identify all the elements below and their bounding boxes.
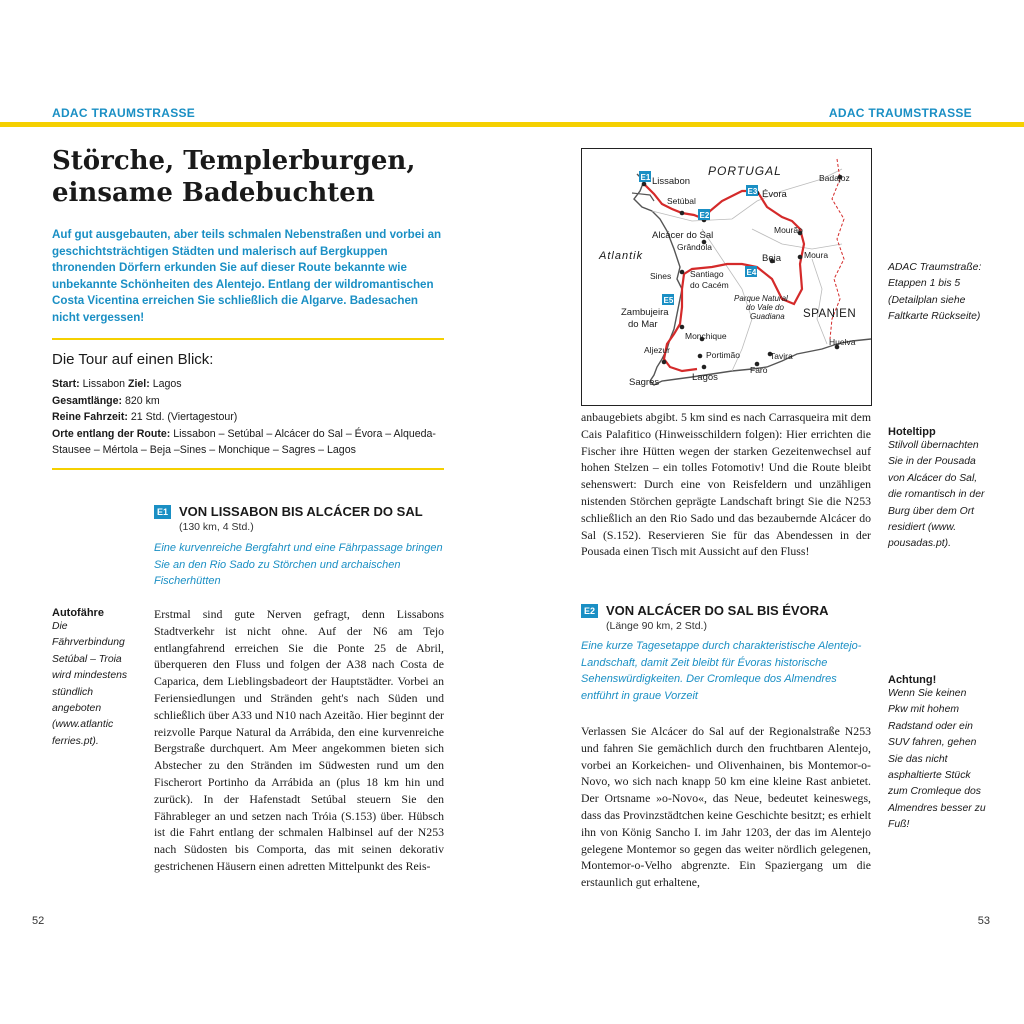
margin-note-hotel-text: Stilvoll übernachten Sie in der Pousada von Alcácer do Sal, die romantisch in der Burg über dem Ort residiert (www. pousadas.pt). — [888, 440, 985, 550]
margin-note-ferry-head: Autofähre — [52, 607, 104, 619]
e2-badge: E2 — [581, 604, 598, 618]
section-e2-title: VON ALCÁCER DO SAL BIS ÉVORA — [606, 603, 829, 618]
margin-note-ferry-text: Die Fährverbindung Setúbal – Troia wird mindestens stündlich angeboten (www.atlantic ferries.pt). — [52, 621, 128, 747]
route-map — [581, 148, 872, 406]
map-label-zambujeira-2: do Mar — [628, 319, 658, 330]
page-number-right: 53 — [977, 915, 990, 927]
margin-note-ferry — [52, 607, 140, 750]
section-e1-lead: Eine kurvenreiche Bergfahrt und eine Fährpassage bringen Sie an den Rio Sado zu Störchen und archaischen Fischerhütten — [154, 542, 443, 587]
page-number-left: 52 — [32, 915, 45, 927]
map-label-sines: Sines — [650, 271, 672, 281]
tour-start-line: Start: Lissabon Ziel: Lagos — [52, 378, 182, 390]
map-label-lissabon: Lissabon — [652, 176, 691, 187]
body-continuation: anbaugebiets abgibt. 5 km sind es nach Carrasqueira mit dem Cais Palafitico (Hinweisschildern folgen): Hier errichten die Fischer ihre Hütten wegen der starken Gezeitenwechsel auf hohen Stelzen – ein tolles Fotomotiv! Und die Route bleibt sehenswert: Durch eine von Reisfeldern und unzähligen nistenden Störchen geprägte Landschaft bringt Sie die N253 schließlich an den Rio Sado und das bezaubernde Alcácer do Sal (S.152). Reservieren Sie für das Abendessen in der Pousada einen Tisch mit Aussicht auf den Fluss! — [581, 410, 871, 559]
map-label-mourao: Mourão — [774, 225, 803, 235]
tour-time-line: Reine Fahrzeit: 21 Std. (Viertagestour) — [52, 411, 238, 423]
section-e2-body: Verlassen Sie Alcácer do Sal auf der Regionalstraße N253 und fahren Sie gemächlich durch den fruchtbaren Alentejo, vorbei an Korkeichen- und Olivenhainen, bis Montemor-o-Novo, wo sich nach knapp 50 km eine kleine Rast anbietet. Der Ortsname »o-Novo«, das Neue, bedeutet keineswegs, dass das Provinzstädtchen keine Geschichte besitzt; es erhielt ihn von König Sancho I. im Jahr 1203, der das im Alentejo gelegene Montemor so gegen das weiter nördlich gelegenen, Montemor-o-Velho abgrenzte. Ein Spaziergang um die erstaunlich gut erhaltene, — [581, 724, 871, 890]
running-head-right: ADAC TRAUMSTRASSE — [828, 106, 972, 120]
running-head-left: ADAC TRAUMSTRASSE — [52, 106, 196, 120]
section-e2-lead: Eine kurze Tagesetappe durch charakteristische Alentejo-Landschaft, damit Zeit bleibt für Évoras historische Sehenswürdigkeiten. Der Cromleque dos Almendres entführt in graue Vorzeit — [581, 640, 862, 702]
map-label-badajoz: Badajoz — [819, 173, 850, 183]
map-label-portimao: Portimão — [706, 350, 741, 360]
map-caption: ADAC Traumstraße: Etappen 1 bis 5 (Detailplan siehe Faltkarte Rückseite) — [888, 262, 982, 322]
section-e2-heading — [581, 603, 871, 618]
map-label-beja: Beja — [762, 253, 782, 264]
map-label-lagos: Lagos — [692, 372, 718, 383]
map-badge-e1: E1 — [640, 173, 651, 182]
section-e2 — [581, 603, 871, 704]
map-label-alcacer: Alcácer do Sal — [652, 230, 714, 241]
map-label-parque-3: Guadiana — [750, 312, 785, 321]
tour-heading: Die Tour auf einen Blick: — [52, 351, 214, 368]
title-line-1: Störche, Templerburgen, — [52, 146, 416, 176]
divider-top — [52, 338, 444, 340]
map-badge-e5: E5 — [663, 296, 674, 305]
map-label-monchique: Monchique — [685, 331, 727, 341]
intro-text: Auf gut ausgebauten, aber teils schmalen Nebenstraßen und vorbei an geschichtsträchtigen Städten und malerisch auf Bergkuppen thronenden Dörfern erkunden Sie auf dieser Route bekannte wie unbekannte Schönheiten des Alentejo. Entlang der wildromantischen Costa Vicentina erreichen Sie schließlich die Algarve. Badesachen nicht vergessen! — [52, 228, 442, 324]
map-label-zambujeira-1: Zambujeira — [621, 307, 669, 318]
section-e1-sub: (130 km, 4 Std.) — [179, 521, 254, 533]
map-badge-e3: E3 — [747, 187, 758, 196]
margin-note-achtung — [888, 674, 986, 834]
map-label-faro: Faro — [750, 365, 768, 375]
map-label-portugal: PORTUGAL — [708, 164, 782, 178]
map-label-atlantik: Atlantik — [599, 250, 644, 262]
map-label-aljezur: Aljezur — [644, 345, 670, 355]
section-e2-sub: (Länge 90 km, 2 Std.) — [606, 620, 707, 632]
map-label-cacem: do Cacém — [690, 280, 729, 290]
map-label-parque-2: do Vale do — [746, 303, 784, 312]
map-label-parque-1: Parque Natural — [734, 294, 788, 303]
tour-info — [52, 376, 447, 459]
margin-note-hotel — [888, 426, 986, 553]
map-label-spanien: SPANIEN — [803, 308, 857, 320]
section-e1 — [154, 504, 449, 590]
map-label-huelva: Huelva — [829, 337, 856, 347]
map-label-evora: Évora — [762, 189, 787, 200]
margin-note-achtung-text: Wenn Sie keinen Pkw mit hohem Radstand oder ein SUV fahren, gehen Sie das nicht asphaltierte Stück zum Cromleque dos Almendres besser zu Fuß! — [888, 688, 986, 831]
route-map-svg — [582, 149, 871, 405]
section-e1-body: Erstmal sind gute Nerven gefragt, denn Lissabons Stadtverkehr ist nicht ohne. Auf der N6 am Tejo entlangfahrend erreichen Sie die Ponte 25 de Abril, überqueren den Fluss und folgen der A38 nach Costa de Caparica, dem Lieblingsbadeort der Hauptstädter. Vorbei an Feriensiedlungen und Stränden geht's nach Süden und schließlich über A33 und N10 nach Azeitão. Hier beginnt der reizvolle Parque Natural da Arrábida, den eine kurvenreiche Bergstraße durchquert. Am Meer angekommen bieten sich Abstecher zu den Stränden im Südwesten rund um den Fischerort Portinho da Arrábida an (plus 18 km hin und zurück). In der Hafenstadt Setúbal steuern Sie den Fährableger an und setzen nach Tróia (S.153) über. Hübsch ist die Fahrt entlang der schmalen Halbinsel auf der N253 nach Südosten bis Comporta, das mit seinen dekorativ gestrichenen Häusern einen adretten Mittelpunkt des Reis- — [154, 607, 444, 873]
margin-note-achtung-head: Achtung! — [888, 674, 937, 686]
map-label-tavira: Tavira — [770, 351, 793, 361]
e1-badge: E1 — [154, 505, 171, 519]
margin-note-hotel-head: Hoteltipp — [888, 426, 936, 438]
map-label-moura: Moura — [804, 250, 829, 260]
tour-places-line: Orte entlang der Route: Lissabon – Setúbal – Alcácer do Sal – Évora – Alqueda-Stausee – Mértola – Beja –Sines – Monchique – Sagres – Lagos — [52, 427, 436, 456]
map-label-setubal: Setúbal — [667, 196, 696, 206]
header-rule — [0, 122, 1024, 127]
map-label-grandola: Grândola — [677, 242, 712, 252]
map-label-santiago: Santiago — [690, 269, 724, 279]
road-east — [812, 259, 827, 344]
map-badge-e4: E4 — [746, 268, 757, 277]
map-badge-e2: E2 — [699, 211, 710, 220]
section-e1-heading — [154, 504, 449, 519]
page-title — [52, 145, 472, 209]
title-line-2: einsame Badebuchten — [52, 178, 375, 208]
divider-bottom — [52, 468, 444, 470]
map-label-sagres: Sagres — [629, 377, 660, 388]
section-e1-title: VON LISSABON BIS ALCÁCER DO SAL — [179, 504, 423, 519]
tour-length-line: Gesamtlänge: 820 km — [52, 394, 160, 407]
